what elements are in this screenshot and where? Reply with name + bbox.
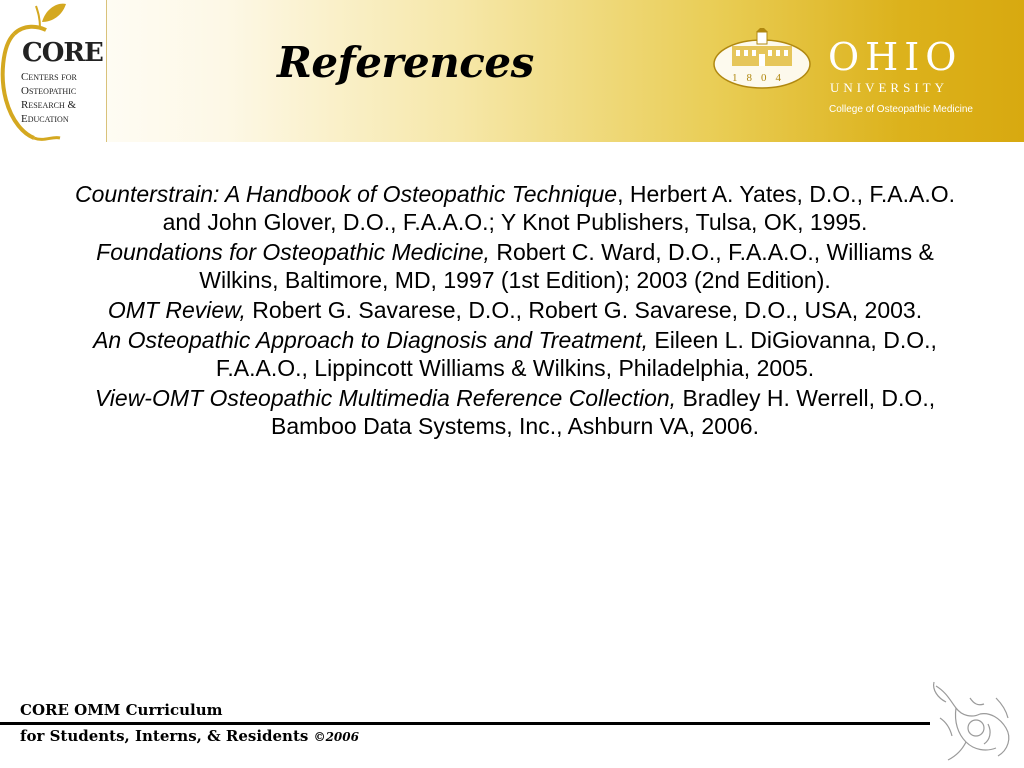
year-digit: 8 (746, 72, 761, 84)
reference-details: Robert C. Ward, D.O., F.A.A.O., Williams & Wilkins, Baltimore, MD, 1997 (1st Edition); 2003 (2nd Edition). (199, 239, 934, 293)
founding-year (732, 72, 790, 84)
year-digit: 4 (775, 72, 790, 84)
reference-title: Foundations for Osteopathic Medicine, (96, 239, 490, 265)
reference-item (60, 180, 970, 236)
footer-curriculum: CORE OMM Curriculum (20, 701, 223, 719)
college-name: College of Osteopathic Medicine (829, 104, 973, 115)
anatomy-sketch-icon (926, 678, 1018, 764)
reference-details: , Herbert A. Yates, D.O., F.A.A.O. and John Glover, D.O., F.A.A.O.; Y Knot Publishers, Tulsa, OK, 1995. (162, 181, 955, 235)
year-digit: 1 (732, 72, 747, 84)
reference-details: Bradley H. Werrell, D.O., Bamboo Data Systems, Inc., Ashburn VA, 2006. (271, 385, 936, 439)
reference-title: Counterstrain: A Handbook of Osteopathic Technique (74, 181, 618, 207)
header-band (0, 0, 1024, 142)
footer-copyright: ©2006 (313, 730, 359, 744)
reference-item (60, 238, 970, 294)
core-logo (0, 0, 107, 142)
core-logo-line: Research & (21, 99, 77, 111)
reference-item (60, 296, 970, 324)
reference-title: An Osteopathic Approach to Diagnosis and Treatment, (93, 327, 648, 353)
reference-title: OMT Review, (107, 297, 246, 323)
footer-divider (0, 722, 930, 725)
reference-title: View-OMT Osteopathic Multimedia Reference Collection, (94, 385, 677, 411)
core-logo-line: Centers for (21, 71, 77, 83)
page-title: References (277, 38, 534, 87)
university-subtitle: UNIVERSITY (830, 80, 948, 95)
footer-audience-text: for Students, Interns, & Residents (20, 727, 309, 745)
footer-audience (20, 727, 359, 745)
reference-item (60, 326, 970, 382)
year-digit: 0 (761, 72, 776, 84)
core-logo-text (21, 70, 77, 126)
core-logo-line: Education (21, 113, 69, 125)
reference-details: Eileen L. DiGiovanna, D.O., F.A.A.O., Lippincott Williams & Wilkins, Philadelphia, 2005. (215, 327, 937, 381)
references-list (60, 180, 970, 442)
core-logo-word: CORE (22, 38, 103, 68)
core-logo-line: Osteopathic (21, 85, 77, 97)
university-name: OHIO (828, 35, 963, 79)
reference-details: Robert G. Savarese, D.O., Robert G. Savarese, D.O., USA, 2003. (245, 297, 923, 323)
reference-item (60, 384, 970, 440)
